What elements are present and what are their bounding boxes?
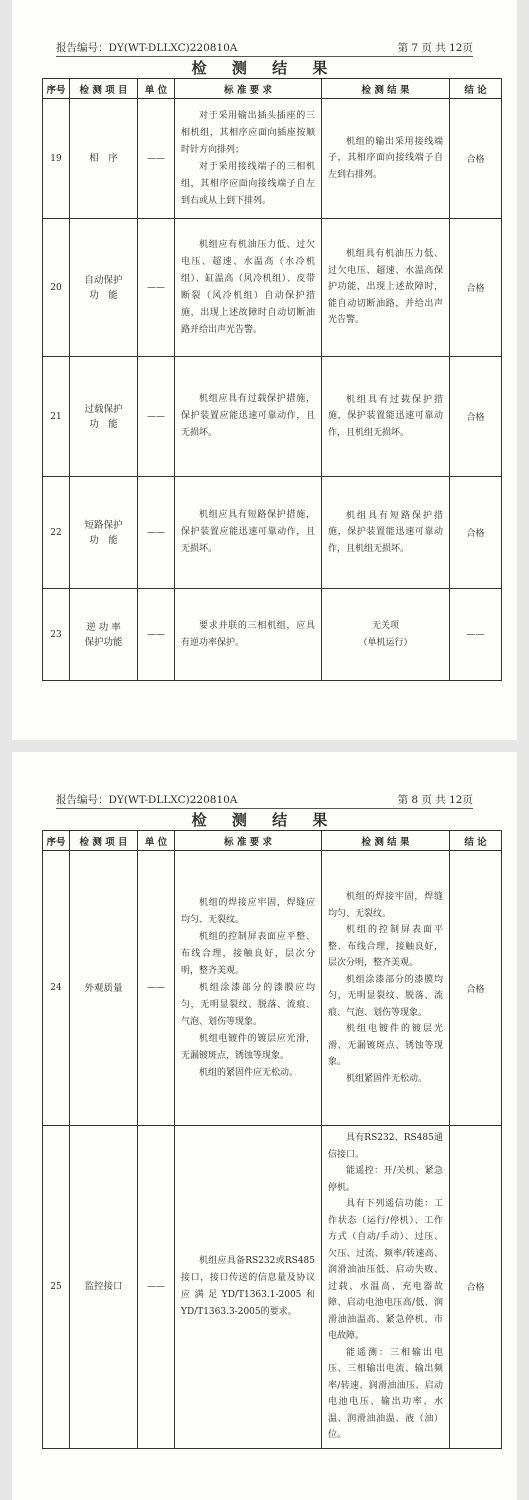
result-paragraph: 机组的输出采用接线端子，其相序面向接线端子自左到右排列。 [328, 136, 443, 180]
test-result [322, 851, 450, 1126]
result-paragraph: （单机运行） [358, 637, 413, 648]
result-paragraph: 机组紧固件无松动。 [346, 1073, 428, 1084]
result-paragraph: 无关项 [371, 621, 399, 631]
standard-requirement [175, 99, 322, 219]
test-item-label: 相 序 [89, 153, 118, 164]
table-row [43, 99, 502, 219]
table-row [43, 357, 502, 477]
unit-cell: —— [138, 219, 175, 357]
result-paragraph: 机组具有过载保护措施，保护装置能迅速可靠动作，且机组无损坏。 [328, 394, 443, 438]
col-header-item: 检 测 项 目 [70, 79, 138, 99]
report-page-7 [12, 0, 517, 740]
page-header [56, 40, 473, 57]
col-header-requirement: 标 准 要 求 [175, 831, 322, 851]
requirement-paragraph: 机组的控制屏表面应平整、布线合理，接触良好，层次分明，整齐美观。 [181, 931, 315, 976]
conclusion: 合格 [450, 219, 502, 357]
requirement-paragraph: 要求并联的三相机组，应具有逆功率保护。 [181, 620, 315, 648]
test-result [322, 589, 450, 681]
result-paragraph: 机组的焊接牢固，焊缝均匀、无裂纹。 [328, 892, 443, 919]
result-paragraph: 机组具有短路保护措施，保护装置能迅速可靠动作，且机组无损坏。 [328, 510, 443, 554]
unit-cell: —— [138, 357, 175, 477]
requirement-paragraph: 机组的焊接应牢固，焊缝应均匀、无裂纹。 [181, 897, 315, 925]
standard-requirement [175, 219, 322, 357]
test-item [70, 357, 138, 477]
test-item-label: 短路保护 功 能 [84, 519, 123, 546]
row-number: 22 [43, 477, 70, 589]
test-item [70, 219, 138, 357]
test-item [70, 1126, 138, 1449]
result-paragraph: 具有下列遥信功能：工作状态（运行/停机）、工作方式（自动/手动）、过压、欠压、过流、频率/转速高、润滑油油压低、启动失败、过载、水温高、充电器故障、启动电池电压高/低、润滑油油温高、紧急停机、市电故障。 [328, 1199, 443, 1341]
page-number: 第 8 页 共 12页 [397, 794, 473, 806]
row-number: 19 [43, 99, 70, 219]
page-number: 第 7 页 共 12页 [397, 42, 473, 54]
unit-cell: —— [138, 851, 175, 1126]
standard-requirement [175, 851, 322, 1126]
conclusion: —— [450, 589, 502, 681]
test-item [70, 589, 138, 681]
test-item-label: 自动保护 功 能 [84, 274, 123, 301]
result-paragraph: 机组涂漆部分的漆膜均匀，无明显裂纹、脱落、流痕、气泡、划伤等现象。 [328, 974, 443, 1018]
table-header-row [43, 79, 502, 99]
unit-cell: —— [138, 99, 175, 219]
row-number: 21 [43, 357, 70, 477]
table-body [43, 851, 502, 1449]
report-page-8 [12, 752, 517, 1500]
table-row [43, 219, 502, 357]
row-number: 20 [43, 219, 70, 357]
conclusion: 合格 [450, 477, 502, 589]
standard-requirement [175, 357, 322, 477]
standard-requirement [175, 1126, 322, 1449]
test-item-label: 外观质量 [84, 982, 123, 994]
requirement-paragraph: 对于采用接线端子的三相机组，其相序应面向接线端子自左到右或从上到下排列。 [181, 161, 315, 206]
conclusion: 合格 [450, 1126, 502, 1449]
result-paragraph: 能遥控：开/关机、紧急停机。 [328, 1166, 443, 1193]
page-title: 检 测 结 果 [191, 811, 338, 829]
table-header-row [43, 831, 502, 851]
result-paragraph: 能遥测：三相输出电压、三相输出电流、输出频率/转速、润滑油油压、启动电池电压、输出功率、水温、润滑油油温、液（油）位。 [328, 1347, 443, 1440]
conclusion: 合格 [450, 357, 502, 477]
col-header-result: 检 测 结 果 [322, 79, 450, 99]
col-header-conclusion: 结 论 [450, 831, 502, 851]
test-result [322, 219, 450, 357]
table-row [43, 477, 502, 589]
unit-cell: —— [138, 589, 175, 681]
report-number: 报告编号：DY(WT-DLLXC)220810A [56, 794, 238, 806]
requirement-paragraph: 机组应具有短路保护措施，保护装置应能迅速可靠动作，且无损坏。 [181, 510, 315, 554]
requirement-paragraph: 机组的紧固件应无松动。 [199, 1067, 299, 1078]
requirement-paragraph: 机组应有机油压力低、过欠电压、超速、水温高（水冷机组）、缸温高（风冷机组）、皮带断裂（风冷机组）自动保护措施，出现上述故障时自动切断油路并给出声光告警。 [181, 239, 315, 335]
table-row [43, 589, 502, 681]
table-body [43, 99, 502, 681]
col-header-no: 序号 [43, 79, 70, 99]
requirement-paragraph: 对于采用输出插头插座的三相机组，其相序应面向插座按顺时针方向排列； [181, 110, 315, 155]
test-item [70, 477, 138, 589]
page-title: 检 测 结 果 [191, 59, 338, 77]
results-table [42, 830, 502, 1449]
result-paragraph: 机组具有机油压力低、过欠电压、超速、水温高保护功能，出现上述故障时，能自动切断油路，并给出声光告警。 [328, 249, 443, 326]
conclusion: 合格 [450, 851, 502, 1126]
page-header [56, 792, 473, 809]
requirement-paragraph: 机组应具备RS232或RS485接口，接口传送的信息量及协议应满足YD/T1363.1-2005和YD/T1363.3-2005的要求。 [181, 1255, 315, 1317]
result-paragraph: 机组的控制屏表面平整、布线合理，接触良好，层次分明，整齐美观。 [328, 925, 443, 968]
standard-requirement [175, 589, 322, 681]
result-paragraph: 具有RS232、RS485通信接口。 [328, 1133, 443, 1160]
test-result [322, 1126, 450, 1449]
row-number: 23 [43, 589, 70, 681]
col-header-unit: 单 位 [138, 831, 175, 851]
col-header-item: 检 测 项 目 [70, 831, 138, 851]
unit-cell: —— [138, 477, 175, 589]
test-item-label: 监控接口 [84, 1281, 123, 1293]
test-item [70, 851, 138, 1126]
col-header-no: 序号 [43, 831, 70, 851]
requirement-paragraph: 机组电镀件的镀层应光滑，无漏镀斑点，锈蚀等现象。 [181, 1033, 315, 1061]
test-item [70, 99, 138, 219]
col-header-requirement: 标 准 要 求 [175, 79, 322, 99]
test-item-label: 逆 功 率 保护功能 [84, 621, 123, 648]
col-header-unit: 单 位 [138, 79, 175, 99]
test-result [322, 357, 450, 477]
test-item-label: 过载保护 功 能 [84, 403, 123, 430]
result-paragraph: 机组电镀件的镀层光滑、无漏镀斑点、锈蚀等现象。 [328, 1024, 443, 1067]
test-result [322, 99, 450, 219]
standard-requirement [175, 477, 322, 589]
results-table [42, 78, 502, 681]
table-row [43, 851, 502, 1126]
requirement-paragraph: 机组应具有过载保护措施，保护装置应能迅速可靠动作，且无损坏。 [181, 394, 315, 438]
conclusion: 合格 [450, 99, 502, 219]
test-result [322, 477, 450, 589]
table-row [43, 1126, 502, 1449]
col-header-result: 检 测 结 果 [322, 831, 450, 851]
col-header-conclusion: 结 论 [450, 79, 502, 99]
row-number: 25 [43, 1126, 70, 1449]
unit-cell: —— [138, 1126, 175, 1449]
report-number: 报告编号：DY(WT-DLLXC)220810A [56, 42, 238, 54]
requirement-paragraph: 机组涂漆部分的漆膜应均匀，无明显裂纹、脱落、流痕、气泡、划伤等现象。 [181, 982, 315, 1027]
row-number: 24 [43, 851, 70, 1126]
